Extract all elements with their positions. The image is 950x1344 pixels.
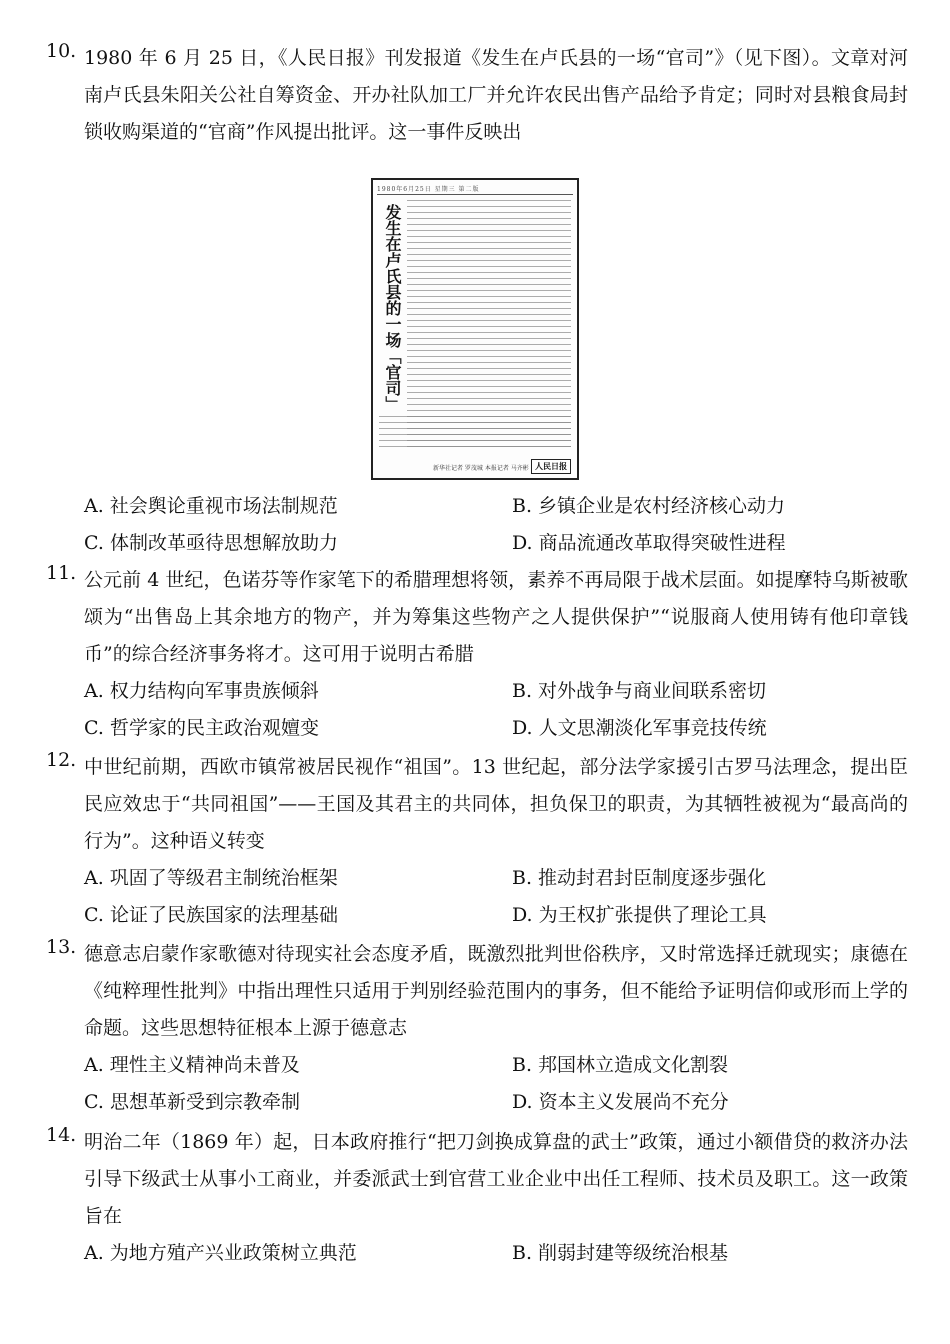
question-stem: 德意志启蒙作家歌德对待现实社会态度矛盾，既激烈批判世俗秩序，又时常选择迁就现实；康德在《纯粹理性批判》中指出理性只适用于判别经验范围内的事务，但不能给予证明信仰或形而上学的命题。这些思想特征根本上源于德意志 bbox=[84, 943, 908, 1039]
option-row bbox=[84, 710, 908, 747]
option-row bbox=[84, 1047, 908, 1084]
clipping-header: 1980年6月25日 星期三 第二版 bbox=[377, 186, 480, 193]
option-row bbox=[84, 525, 908, 562]
question-number: 14. bbox=[46, 1124, 77, 1146]
option-d[interactable]: D. 商品流通改革取得突破性进程 bbox=[512, 532, 786, 554]
option-b[interactable]: B. 乡镇企业是农村经济核心动力 bbox=[512, 495, 786, 517]
question-11 bbox=[46, 562, 908, 747]
option-a[interactable]: A. 社会舆论重视市场法制规范 bbox=[84, 495, 338, 517]
option-b[interactable]: B. 推动封君封臣制度逐步强化 bbox=[512, 867, 767, 889]
question-number: 12. bbox=[46, 749, 77, 771]
clipping-body-text bbox=[379, 416, 571, 452]
option-a[interactable]: A. 理性主义精神尚未普及 bbox=[84, 1054, 300, 1076]
option-b[interactable]: B. 削弱封建等级统治根基 bbox=[512, 1242, 729, 1264]
option-row bbox=[84, 897, 908, 934]
question-14 bbox=[46, 1124, 908, 1272]
question-13 bbox=[46, 936, 908, 1121]
option-c[interactable]: C. 体制改革亟待思想解放助力 bbox=[84, 532, 338, 554]
option-c[interactable]: C. 论证了民族国家的法理基础 bbox=[84, 904, 338, 926]
option-row bbox=[84, 860, 908, 897]
option-d[interactable]: D. 人文思潮淡化军事竞技传统 bbox=[512, 717, 767, 739]
option-d[interactable]: D. 资本主义发展尚不充分 bbox=[512, 1091, 729, 1113]
option-d[interactable]: D. 为王权扩张提供了理论工具 bbox=[512, 904, 767, 926]
newspaper-logo: 人民日报 bbox=[531, 459, 571, 474]
clipping-title: 发生在卢氏县的一场「官司」 bbox=[383, 204, 402, 412]
option-b[interactable]: B. 对外战争与商业间联系密切 bbox=[512, 680, 767, 702]
option-a[interactable]: A. 为地方殖产兴业政策树立典范 bbox=[84, 1242, 357, 1264]
question-number: 10. bbox=[46, 40, 77, 62]
option-c[interactable]: C. 哲学家的民主政治观嬗变 bbox=[84, 717, 319, 739]
option-row bbox=[84, 1084, 908, 1121]
option-b[interactable]: B. 邦国林立造成文化割裂 bbox=[512, 1054, 729, 1076]
option-a[interactable]: A. 权力结构向军事贵族倾斜 bbox=[84, 680, 319, 702]
option-row bbox=[84, 1235, 908, 1272]
option-row bbox=[84, 673, 908, 710]
question-stem: 明治二年（1869 年）起，日本政府推行“把刀剑换成算盘的武士”政策，通过小额借贷的救济办法引导下级武士从事小工商业，并委派武士到官营工业企业中出任工程师、技术员及职工。这一政策旨在 bbox=[84, 1131, 908, 1227]
option-c[interactable]: C. 思想革新受到宗教牵制 bbox=[84, 1091, 300, 1113]
question-number: 13. bbox=[46, 936, 77, 958]
question-stem: 中世纪前期，西欧市镇常被居民视作“祖国”。13 世纪起，部分法学家援引古罗马法理念，提出臣民应效忠于“共同祖国”——王国及其君主的共同体，担负保卫的职责，为其牺牲被视为“最高尚的行为”。这种语义转变 bbox=[84, 756, 908, 852]
clipping-body-text bbox=[407, 200, 571, 452]
question-12 bbox=[46, 749, 908, 934]
newspaper-clipping bbox=[371, 178, 579, 480]
clipping-byline: 新华社记者 罗茂城 本报记者 马齐彬 bbox=[433, 465, 529, 472]
options-10 bbox=[46, 488, 908, 562]
question-number: 11. bbox=[46, 562, 77, 584]
question-stem: 1980 年 6 月 25 日，《人民日报》刊发报道《发生在卢氏县的一场“官司”》（见下图）。文章对河南卢氏县朱阳关公社自筹资金、开办社队加工厂并允许农民出售产品给予肯定；同时对县粮食局封锁收购渠道的“官商”作风提出批评。这一事件反映出 bbox=[84, 47, 908, 143]
option-a[interactable]: A. 巩固了等级君主制统治框架 bbox=[84, 867, 338, 889]
question-10 bbox=[46, 40, 908, 151]
option-row bbox=[84, 488, 908, 525]
question-stem: 公元前 4 世纪，色诺芬等作家笔下的希腊理想将领，素养不再局限于战术层面。如提摩特乌斯被歌颂为“出售岛上其余地方的物产，并为筹集这些物产之人提供保护”“说服商人使用铸有他印章钱币”的综合经济事务将才。这可用于说明古希腊 bbox=[84, 569, 908, 665]
divider bbox=[377, 194, 573, 195]
